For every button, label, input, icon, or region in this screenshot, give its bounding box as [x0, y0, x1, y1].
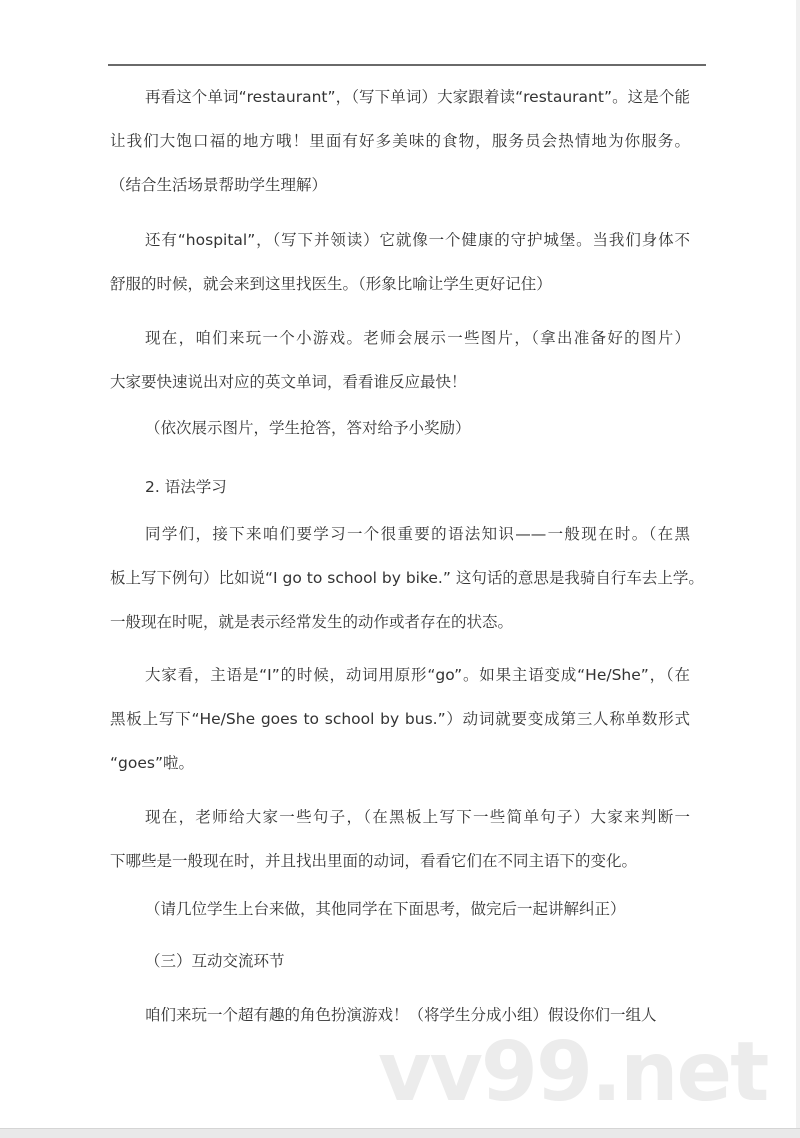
page-right-edge [796, 0, 800, 1128]
paragraph-line: 下哪些是一般现在时，并且找出里面的动词，看看它们在不同主语下的变化。 [110, 852, 638, 870]
paragraph-line: 再看这个单词“restaurant”，（写下单词）大家跟着读“restaurant”。这是个能 [145, 88, 690, 106]
paragraph-line: 一般现在时呢，就是表示经常发生的动作或者存在的状态。 [110, 613, 514, 631]
paragraph-line: “goes”啦。 [110, 754, 194, 772]
paragraph-line: 同学们，接下来咱们要学习一个很重要的语法知识——一般现在时。（在黑 [145, 525, 690, 543]
paragraph-line: （依次展示图片，学生抢答，答对给予小奖励） [145, 419, 471, 437]
section-heading: （三）互动交流环节 [145, 952, 285, 970]
header-rule [108, 64, 706, 66]
paragraph-line: 舒服的时候，就会来到这里找医生。（形象比喻让学生更好记住） [110, 275, 552, 293]
paragraph-line: 大家看，主语是“I”的时候，动词用原形“go”。如果主语变成“He/She”，（在 [145, 666, 690, 684]
paragraph-line: （结合生活场景帮助学生理解） [110, 176, 328, 194]
paragraph-line: 黑板上写下“He/She goes to school by bus.”）动词就要变成第三人称单数形式 [110, 710, 690, 728]
paragraph-line: 大家要快速说出对应的英文单词，看看谁反应最快！ [110, 373, 467, 391]
paragraph-line: 咱们来玩一个超有趣的角色扮演游戏！（将学生分成小组）假设你们一组人 [145, 1006, 657, 1024]
paragraph-line: 板上写下例句）比如说“I go to school by bike.” 这句话的意思是我骑自行车去上学。 [110, 569, 704, 587]
paragraph-line: 现在，咱们来玩一个小游戏。老师会展示一些图片，（拿出准备好的图片） [145, 329, 690, 347]
paragraph-line: 让我们大饱口福的地方哦！里面有好多美味的食物，服务员会热情地为你服务。 [110, 132, 690, 150]
paragraph-line: 还有“hospital”，（写下并领读）它就像一个健康的守护城堡。当我们身体不 [145, 231, 690, 249]
paragraph-line: （请几位学生上台来做，其他同学在下面思考，做完后一起讲解纠正） [145, 900, 626, 918]
section-heading: 2. 语法学习 [145, 478, 227, 496]
paragraph-line: 现在，老师给大家一些句子，（在黑板上写下一些简单句子）大家来判断一 [145, 808, 690, 826]
watermark: vv99.net [378, 1025, 768, 1120]
